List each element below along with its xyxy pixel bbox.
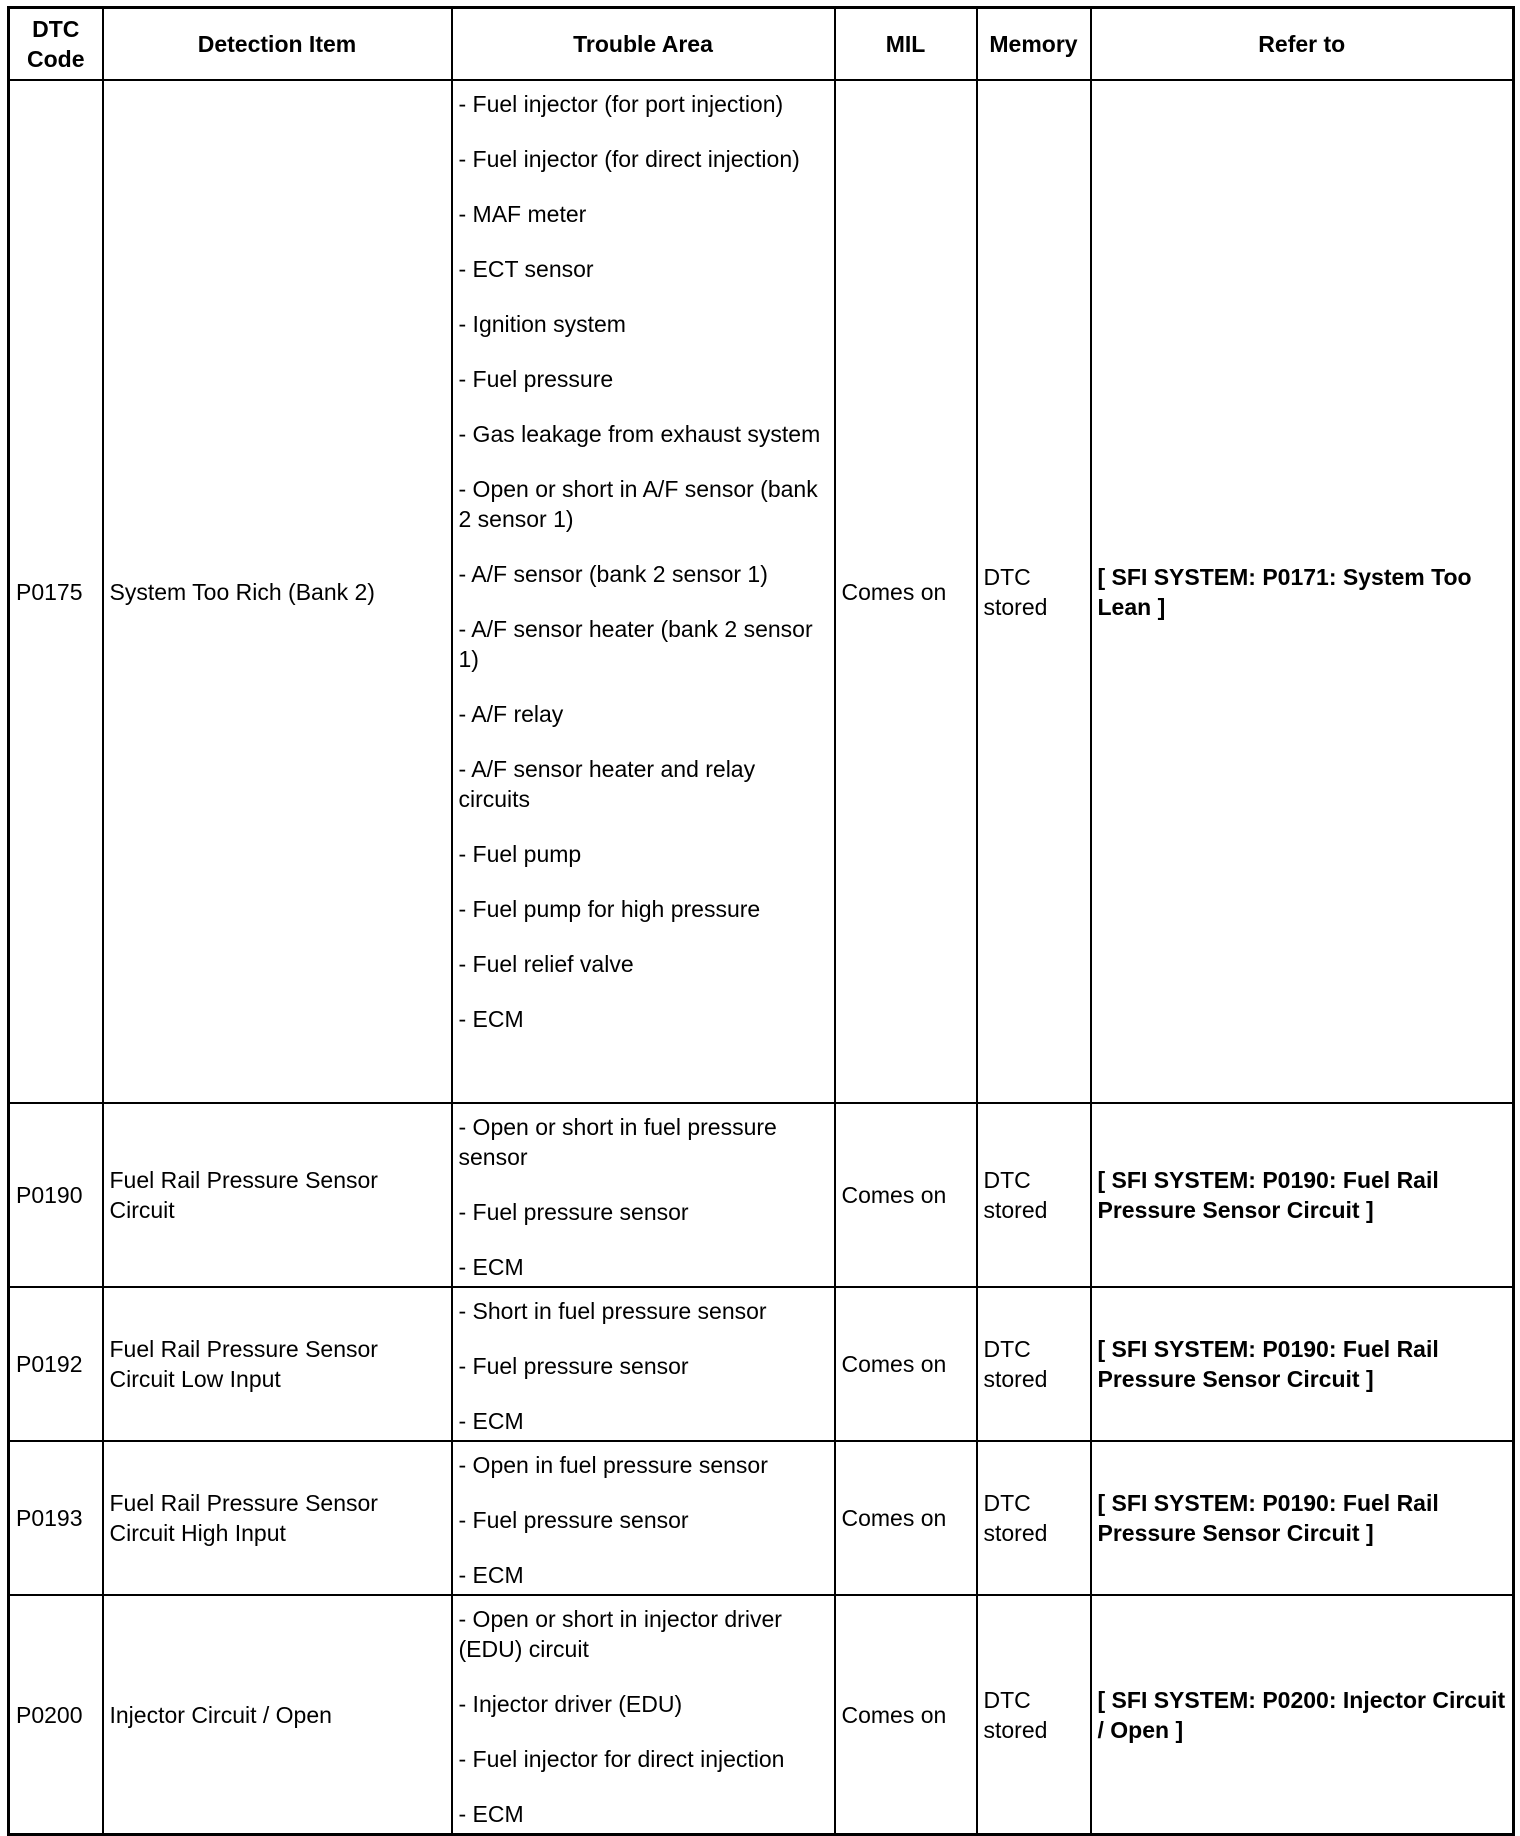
refer-to-cell: [ SFI SYSTEM: P0190: Fuel Rail Pressure Sensor Circuit ] xyxy=(1091,1287,1514,1441)
mil-cell: Comes on xyxy=(835,1595,977,1835)
trouble-area-item: - Fuel injector for direct injection xyxy=(458,1746,785,1772)
detection-item-cell: Fuel Rail Pressure Sensor Circuit xyxy=(103,1103,452,1287)
memory-cell: DTC stored xyxy=(977,1287,1091,1441)
table-body xyxy=(9,80,1514,1835)
trouble-area-cell xyxy=(452,1441,835,1595)
memory-cell: DTC stored xyxy=(977,1103,1091,1287)
trouble-area-item: - ECM xyxy=(458,1006,524,1032)
dtc-code-cell: P0175 xyxy=(9,80,103,1103)
trouble-area-item: - A/F sensor heater (bank 2 sensor 1) xyxy=(458,616,813,672)
trouble-area-item: - Fuel pressure sensor xyxy=(458,1199,689,1225)
refer-to-cell: [ SFI SYSTEM: P0171: System Too Lean ] xyxy=(1091,80,1514,1103)
detection-item-cell: Fuel Rail Pressure Sensor Circuit Low Input xyxy=(103,1287,452,1441)
refer-to-cell: [ SFI SYSTEM: P0190: Fuel Rail Pressure Sensor Circuit ] xyxy=(1091,1103,1514,1287)
header-dtc-code-line1: DTC xyxy=(32,16,80,42)
detection-item-cell: Fuel Rail Pressure Sensor Circuit High Input xyxy=(103,1441,452,1595)
detection-item-cell: Injector Circuit / Open xyxy=(103,1595,452,1835)
table-row xyxy=(9,1287,1514,1441)
header-trouble-area: Trouble Area xyxy=(452,8,835,81)
trouble-area-item: - Open in fuel pressure sensor xyxy=(458,1452,768,1478)
trouble-area-item: - ECM xyxy=(458,1801,524,1827)
trouble-area-item: - ECM xyxy=(458,1408,524,1434)
dtc-code-cell: P0192 xyxy=(9,1287,103,1441)
header-refer-to: Refer to xyxy=(1091,8,1514,81)
detection-item-cell: System Too Rich (Bank 2) xyxy=(103,80,452,1103)
trouble-area-item: - ECT sensor xyxy=(458,256,594,282)
header-memory: Memory xyxy=(977,8,1091,81)
trouble-area-item: - Short in fuel pressure sensor xyxy=(458,1298,767,1324)
trouble-area-item: - Fuel relief valve xyxy=(458,951,634,977)
trouble-area-item: - A/F sensor (bank 2 sensor 1) xyxy=(458,561,768,587)
table-row xyxy=(9,1595,1514,1835)
trouble-area-item: - Open or short in fuel pressure sensor xyxy=(458,1114,777,1170)
trouble-area-item: - Injector driver (EDU) xyxy=(458,1691,683,1717)
trouble-area-item: - A/F relay xyxy=(458,701,564,727)
table-row xyxy=(9,1441,1514,1595)
mil-cell: Comes on xyxy=(835,1103,977,1287)
trouble-area-cell xyxy=(452,1595,835,1835)
header-detection-item: Detection Item xyxy=(103,8,452,81)
table-row xyxy=(9,80,1514,1103)
trouble-area-item: - Fuel injector (for port injection) xyxy=(458,91,784,117)
dtc-code-cell: P0193 xyxy=(9,1441,103,1595)
trouble-area-item: - Fuel pressure sensor xyxy=(458,1353,689,1379)
trouble-area-item: - Fuel pump for high pressure xyxy=(458,896,761,922)
trouble-area-cell xyxy=(452,80,835,1103)
trouble-area-item: - MAF meter xyxy=(458,201,587,227)
refer-to-cell: [ SFI SYSTEM: P0190: Fuel Rail Pressure Sensor Circuit ] xyxy=(1091,1441,1514,1595)
memory-cell: DTC stored xyxy=(977,1595,1091,1835)
trouble-area-item: - Fuel pump xyxy=(458,841,582,867)
mil-cell: Comes on xyxy=(835,80,977,1103)
trouble-area-item: - Open or short in A/F sensor (bank 2 sensor 1) xyxy=(458,476,818,532)
header-dtc-code-line2: Code xyxy=(27,46,85,72)
header-mil: MIL xyxy=(835,8,977,81)
mil-cell: Comes on xyxy=(835,1441,977,1595)
dtc-code-cell: P0190 xyxy=(9,1103,103,1287)
mil-cell: Comes on xyxy=(835,1287,977,1441)
trouble-area-item: - Ignition system xyxy=(458,311,626,337)
trouble-area-item: - A/F sensor heater and relay circuits xyxy=(458,756,756,812)
trouble-area-cell xyxy=(452,1287,835,1441)
refer-to-cell: [ SFI SYSTEM: P0200: Injector Circuit / Open ] xyxy=(1091,1595,1514,1835)
trouble-area-item: - ECM xyxy=(458,1254,524,1280)
trouble-area-cell xyxy=(452,1103,835,1287)
dtc-code-cell: P0200 xyxy=(9,1595,103,1835)
table-row xyxy=(9,1103,1514,1287)
memory-cell: DTC stored xyxy=(977,80,1091,1103)
trouble-area-item: - ECM xyxy=(458,1562,524,1588)
trouble-area-item: - Fuel pressure sensor xyxy=(458,1507,689,1533)
trouble-area-item: - Fuel injector (for direct injection) xyxy=(458,146,800,172)
header-row xyxy=(9,8,1514,81)
dtc-table xyxy=(7,6,1515,1836)
trouble-area-item: - Gas leakage from exhaust system xyxy=(458,421,821,447)
trouble-area-item: - Open or short in injector driver (EDU) circuit xyxy=(458,1606,782,1662)
trouble-area-item: - Fuel pressure xyxy=(458,366,614,392)
header-dtc-code xyxy=(9,8,103,81)
memory-cell: DTC stored xyxy=(977,1441,1091,1595)
